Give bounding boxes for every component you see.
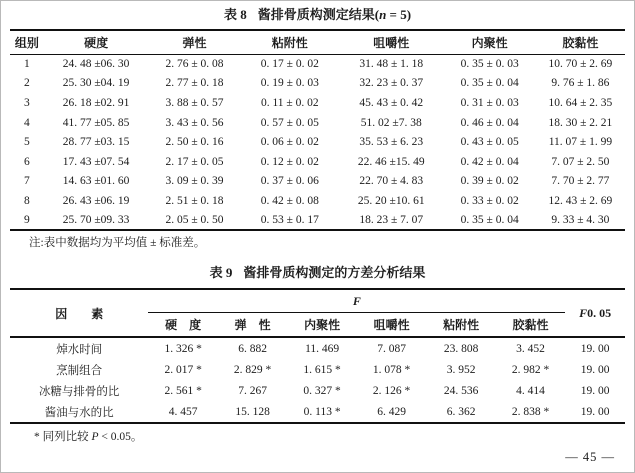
table9-caption-number: 表 9 (209, 265, 233, 281)
table-cell: 0. 327 * (303, 385, 341, 398)
table-cell: 35. 53 ± 6. 23 (359, 136, 424, 149)
table-cell: 0. 35 ± 0. 04 (460, 214, 519, 227)
table-cell: 0. 46 ± 0. 04 (460, 116, 519, 129)
table-cell: 11. 07 ± 1. 99 (548, 136, 613, 149)
table-cell: 3. 88 ± 0. 57 (165, 96, 224, 109)
table-cell: 2. 50 ± 0. 16 (165, 136, 224, 149)
table-cell: 25. 20 ±10. 61 (357, 194, 425, 207)
table-cell: 7. 087 (377, 342, 406, 355)
table9-footnote: * 同列比较 P < 0.05。 (34, 431, 143, 444)
table-cell: 7. 07 ± 2. 50 (551, 155, 610, 168)
table-cell: 5 (24, 136, 30, 149)
table-cell: 1. 615 * (303, 363, 341, 376)
table-cell: 19. 00 (580, 406, 610, 419)
table-cell: 9. 33 ± 4. 30 (551, 214, 610, 227)
table-cell: 0. 42 ± 0. 08 (260, 194, 319, 207)
table-cell: 7 (24, 175, 30, 188)
subcolumn-header-hardness: 硬 度 (148, 312, 217, 337)
table-cell: 2 (24, 77, 30, 90)
table-cell: 0. 39 ± 0. 02 (460, 175, 519, 188)
table-row (10, 152, 625, 172)
table-cell: 3. 452 (516, 342, 545, 355)
table-cell: 4 (24, 116, 30, 129)
factor-label: 焯水时间 (56, 343, 103, 356)
table-cell: 31. 48 ± 1. 18 (359, 58, 424, 71)
table-row (10, 211, 625, 231)
table-cell: 2. 561 * (164, 385, 202, 398)
table-cell: 2. 51 ± 0. 18 (165, 194, 224, 207)
table-cell: 2. 77 ± 0. 18 (165, 77, 224, 90)
table-cell: 51. 02 ±7. 38 (360, 116, 422, 129)
table-cell: 0. 35 ± 0. 03 (460, 58, 519, 71)
anova-results-table (10, 288, 625, 424)
table9-caption-title: 酱排骨质构测定的方差分析结果 (243, 265, 426, 281)
texture-results-table (10, 29, 625, 231)
page-number: — 45 — (565, 450, 615, 464)
table-cell: 10. 64 ± 2. 35 (548, 96, 613, 109)
table-cell: 22. 46 ±15. 49 (357, 155, 425, 168)
table-cell: 3. 09 ± 0. 39 (165, 175, 224, 188)
p-value-variable: P (91, 431, 99, 444)
subcolumn-header-gumminess: 胶黏性 (496, 312, 565, 337)
table8-caption (10, 6, 625, 24)
table-cell: 0. 43 ± 0. 05 (460, 136, 519, 149)
table-cell: 2. 838 * (511, 406, 550, 419)
table-row (10, 54, 625, 74)
table-cell: 18. 23 ± 7. 07 (359, 214, 424, 227)
table-cell: 0. 57 ± 0. 05 (260, 116, 319, 129)
table-cell: 8 (24, 194, 30, 207)
table-cell: 23. 808 (443, 342, 479, 355)
table-cell: 0. 06 ± 0. 02 (260, 136, 319, 149)
table-cell: 6. 362 (446, 406, 476, 419)
table-cell: 2. 982 * (511, 363, 550, 376)
table8-caption-number: 表 8 (223, 7, 247, 22)
factor-label: 酱油与水的比 (44, 407, 114, 420)
table-cell: 3 (24, 96, 30, 109)
column-header-springiness: 弹性 (148, 30, 240, 54)
table8-note: 注:表中数据均为平均值 ± 标准差。 (29, 237, 206, 250)
table-cell: 6. 429 (377, 406, 406, 419)
table-cell: 7. 267 (238, 385, 267, 398)
table-cell: 6 (24, 155, 30, 168)
table-cell: 32. 23 ± 0. 37 (359, 77, 424, 90)
subcolumn-header-chewiness: 咀嚼性 (357, 312, 426, 337)
column-header-hardness: 硬度 (44, 30, 149, 54)
table-cell: 1 (24, 58, 30, 71)
table-cell: 2. 017 * (164, 363, 202, 376)
table-row (10, 337, 625, 359)
factor-label: 烹制组合 (56, 364, 103, 377)
table-cell: 1. 326 * (164, 342, 202, 355)
table-cell: 0. 31 ± 0. 03 (460, 96, 519, 109)
table-cell: 19. 00 (580, 342, 610, 355)
column-header-f005: F0. 05 (565, 289, 625, 337)
table-cell: 15. 128 (235, 406, 270, 419)
column-header-chewiness: 咀嚼性 (339, 30, 444, 54)
table-row (10, 132, 625, 152)
table-cell: 9. 76 ± 1. 86 (551, 77, 610, 90)
table-cell: 0. 113 * (303, 406, 341, 419)
table-cell: 0. 53 ± 0. 17 (260, 214, 319, 227)
subcolumn-header-cohesiveness: 内聚性 (287, 312, 356, 337)
table8-caption-n-variable: n (379, 7, 387, 22)
table-cell: 6. 882 (238, 342, 267, 355)
table-cell: 0. 17 ± 0. 02 (260, 58, 319, 71)
table-cell: 14. 63 ±01. 60 (62, 175, 130, 188)
column-header-adhesiveness: 粘附性 (241, 30, 339, 54)
table-cell: 41. 77 ±05. 85 (62, 116, 130, 129)
table-cell: 0. 33 ± 0. 02 (460, 194, 519, 207)
table-row (10, 74, 625, 94)
table-cell: 45. 43 ± 0. 42 (359, 96, 424, 109)
table-cell: 24. 536 (443, 385, 479, 398)
table-cell: 18. 30 ± 2. 21 (548, 116, 613, 129)
column-header-group: 组别 (10, 30, 44, 54)
table-cell: 0. 42 ± 0. 04 (460, 155, 519, 168)
table-cell: 17. 43 ±07. 54 (62, 155, 130, 168)
table-cell: 25. 30 ±04. 19 (62, 77, 130, 90)
table-cell: 19. 00 (580, 385, 610, 398)
table-cell: 28. 77 ±03. 15 (62, 136, 130, 149)
table-row (10, 172, 625, 192)
column-header-cohesiveness: 内聚性 (444, 30, 536, 54)
table-cell: 2. 829 * (233, 363, 272, 376)
table-cell: 7. 70 ± 2. 77 (551, 175, 610, 188)
table-row (10, 113, 625, 133)
table-cell: 26. 43 ±06. 19 (62, 194, 130, 207)
subcolumn-header-adhesiveness: 粘附性 (426, 312, 495, 337)
table9-caption (10, 264, 625, 282)
table-row (10, 93, 625, 113)
table-cell: 2. 126 * (372, 385, 411, 398)
table-row (10, 380, 625, 402)
table-cell: 1. 078 * (372, 363, 411, 376)
table-cell: 24. 48 ±06. 30 (62, 58, 130, 71)
table-cell: 22. 70 ± 4. 83 (359, 175, 424, 188)
column-header-gumminess: 胶黏性 (536, 30, 625, 54)
table-cell: 0. 35 ± 0. 04 (460, 77, 519, 90)
table-cell: 0. 19 ± 0. 03 (260, 77, 319, 90)
column-header-factor: 因 素 (10, 289, 148, 337)
table-cell: 4. 457 (168, 406, 198, 419)
table-row (10, 402, 625, 424)
table8-caption-title: 酱排骨质构测定结果( (257, 7, 380, 22)
table-cell: 9 (24, 214, 30, 227)
table-cell: 10. 70 ± 2. 69 (548, 58, 613, 71)
table-header-row (10, 289, 625, 312)
table-cell: 0. 11 ± 0. 02 (260, 96, 319, 109)
table-cell: 12. 43 ± 2. 69 (548, 194, 613, 207)
table-cell: 3. 952 (446, 363, 476, 376)
table-cell: 2. 17 ± 0. 05 (165, 155, 224, 168)
subcolumn-header-springiness: 弹 性 (218, 312, 287, 337)
table8-caption-suffix: = 5) (386, 7, 412, 22)
table-cell: 0. 12 ± 0. 02 (260, 155, 319, 168)
table-cell: 25. 70 ±09. 33 (62, 214, 130, 227)
table-cell: 4. 414 (516, 385, 545, 398)
table-cell: 19. 00 (580, 363, 610, 376)
table-cell: 3. 43 ± 0. 56 (165, 116, 224, 129)
table-cell: 26. 18 ±02. 91 (62, 96, 130, 109)
table-row (10, 359, 625, 381)
f-column-group-header: F (148, 289, 565, 312)
table-cell: 2. 05 ± 0. 50 (165, 214, 224, 227)
table-cell: 0. 37 ± 0. 06 (260, 175, 319, 188)
table-header-row (10, 30, 625, 54)
table-cell: 2. 76 ± 0. 08 (165, 58, 224, 71)
table-cell: 11. 469 (305, 342, 340, 355)
factor-label: 冰糖与排骨的比 (38, 386, 120, 399)
table-row (10, 191, 625, 211)
